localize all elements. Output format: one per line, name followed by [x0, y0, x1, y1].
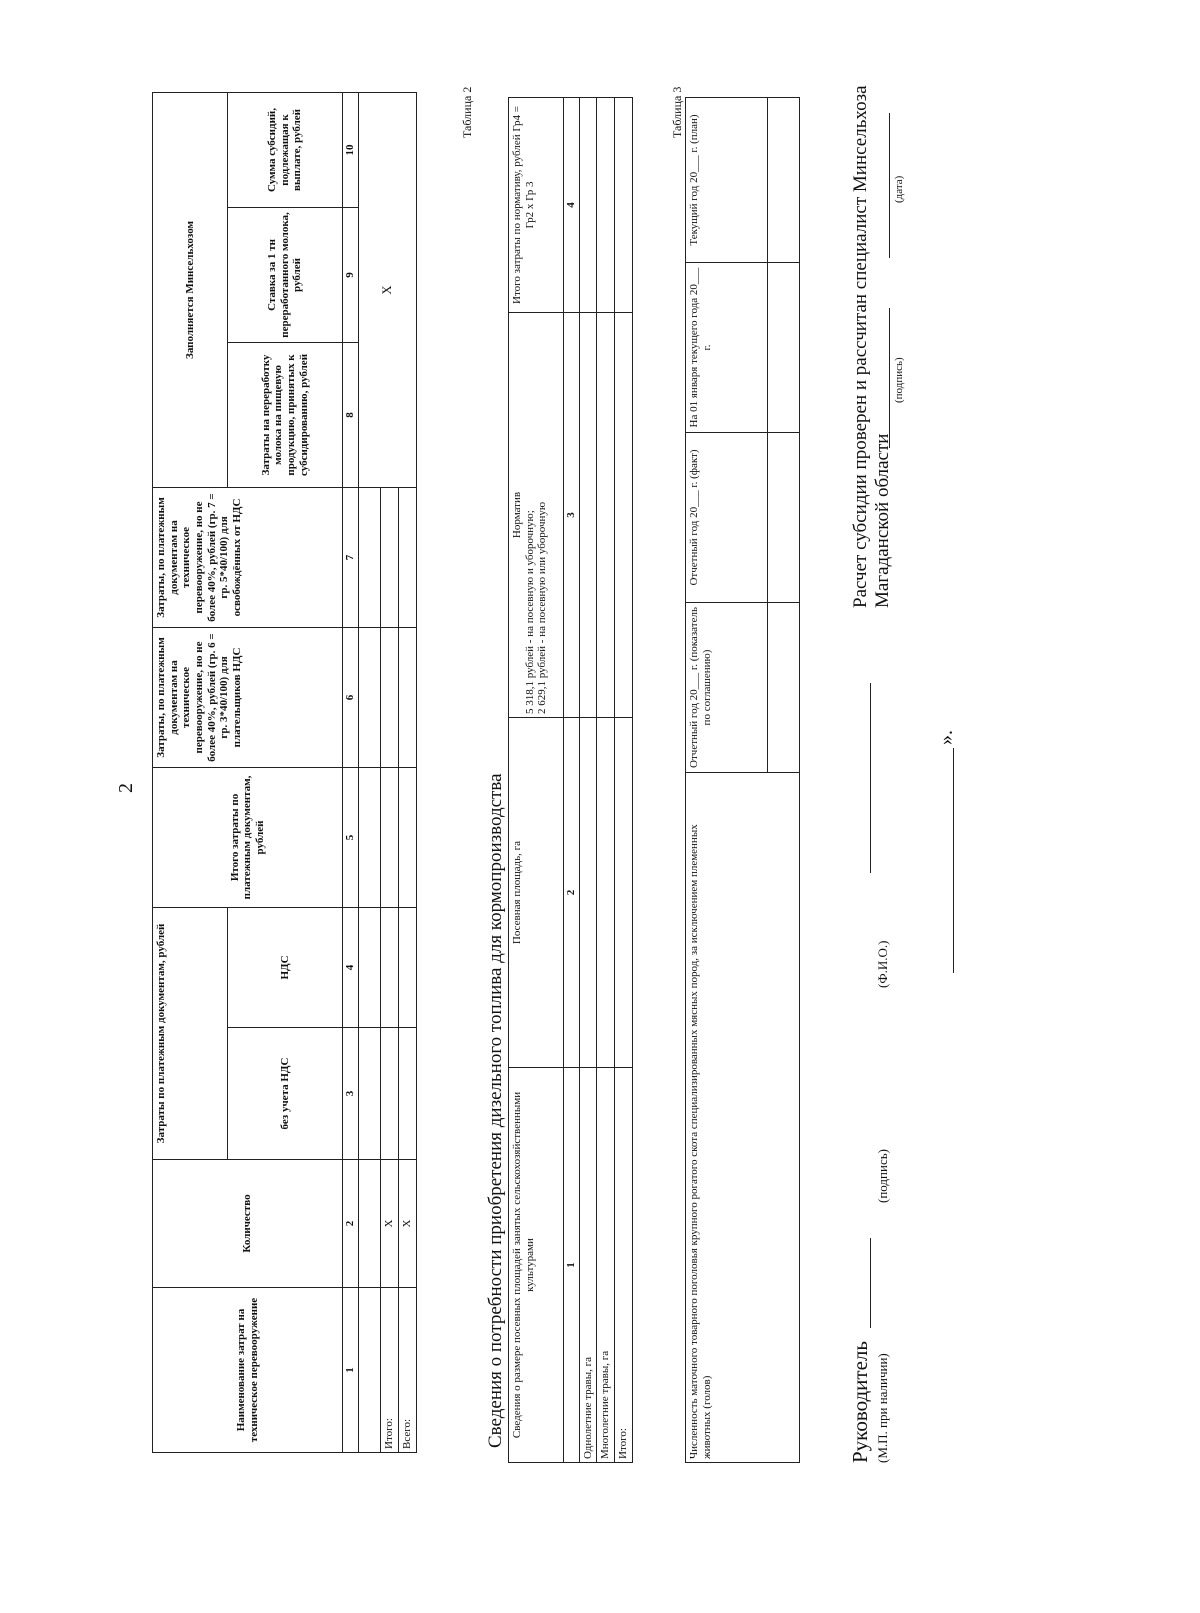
t2-header-total: Итого затраты по нормативу, рублей Гр4 = Гр2 х Гр 3 [509, 98, 564, 313]
table-cell [380, 487, 398, 627]
table-cell [768, 433, 800, 603]
t2-header-area-info: Сведения о размере посевных площадей занятых сельскохозяйственными культурами [509, 1068, 564, 1463]
header-col8: Затраты на переработку молока на пищевую продукцию, принятых к субсидированию, рублей [228, 342, 343, 487]
table-cell [380, 627, 398, 767]
col-number: 3 [343, 1028, 359, 1160]
col-number: 4 [564, 98, 580, 313]
checked-line1: Расчет субсидии проверен и рассчитан специалист Минсельхоза [850, 85, 871, 608]
head-label: Руководитель [848, 1341, 872, 1463]
table-cell [614, 313, 632, 718]
table-cell [358, 1028, 380, 1160]
row-vsego-label: Всего: [398, 1288, 416, 1453]
col-number: 4 [343, 907, 359, 1027]
t3-header-current-plan: Текущий год 20___ г. (план) [686, 98, 768, 263]
table-cell [579, 313, 597, 718]
t2-norm-title: Норматив [511, 491, 523, 539]
table-cell [768, 263, 800, 433]
header-payment-docs: Затраты по платежным документам, рублей [153, 907, 228, 1159]
checked-line2: Магаданской области [872, 433, 893, 608]
row-vsego-x: Х [398, 1160, 416, 1288]
table3-label: Таблица 3 [670, 86, 684, 138]
header-col7: Затраты, по платежным документам на техническое перевооружение, но не более 40%, рублей (гр. 7 = гр. 5*40/100) для освобождённых от НДС [153, 487, 343, 627]
table-cell [597, 718, 615, 1068]
t2-header-norm [509, 313, 564, 718]
table-cell [768, 98, 800, 263]
table-cell [597, 98, 615, 313]
sign-hint: (подпись) [875, 1149, 890, 1203]
header-col9: Ставка за 1 тн переработанного молока, рублей [228, 207, 343, 342]
col-number: 2 [564, 718, 580, 1068]
table-cell [380, 767, 398, 907]
fio-hint: (Ф.И.О.) [875, 940, 890, 988]
header-col10: Сумма субсидий, подлежащая к выплате, рублей [228, 92, 343, 207]
header-without-vat: без учета НДС [228, 1028, 343, 1160]
checked-date-line [888, 113, 890, 258]
t2-header-sown-area: Посевная площадь, га [509, 718, 564, 1068]
table-cell [358, 1288, 380, 1453]
t3-header-plan-agreement: Отчетный год 20___ г. (показатель по соглашению) [686, 603, 768, 773]
table2-label: Таблица 2 [460, 86, 474, 138]
t3-header-fact: Отчетный год 20___ г. (факт) [686, 433, 768, 603]
table-cell [358, 767, 380, 907]
subsidy-costs-table [152, 92, 417, 1453]
col-number: 8 [343, 342, 359, 487]
t2-norm-line1: 5 318,1 рублей - на посевную и уборочную; [523, 510, 536, 714]
col-number: 7 [343, 487, 359, 627]
table-cell [380, 907, 398, 1027]
table-cell [398, 767, 416, 907]
t3-header-jan1: На 01 января текущего года 20___ г. [686, 263, 768, 433]
col-number: 9 [343, 207, 359, 342]
t2-row-label: Однолетние травы, га [579, 1068, 597, 1463]
table-cell [358, 1160, 380, 1288]
row-itogo-label: Итого: [380, 1288, 398, 1453]
cattle-table [685, 97, 800, 1463]
table-cell [358, 907, 380, 1027]
t3-row-label: Численность маточного товарного поголовья крупного рогатого скота специализированных мясных пород, за исключением племенных животных (голов) [686, 773, 800, 1463]
date-hint: (дата) [893, 175, 905, 203]
table-cell [579, 718, 597, 1068]
table-cell [398, 487, 416, 627]
checked-sign-line [888, 308, 890, 448]
col-number: 10 [343, 92, 359, 207]
checked-sign-hint: (подпись) [893, 357, 905, 403]
stamp-hint: (М.П. при наличии) [875, 1353, 890, 1463]
table-cell [380, 1028, 398, 1160]
table2-title: Сведения о потребности приобретения дизельного топлива для кормопроизводства [485, 773, 506, 1448]
col-number: 3 [564, 313, 580, 718]
t2-row-label: Итого: [614, 1068, 632, 1463]
table-cell [398, 627, 416, 767]
t2-norm-line2: 2 629,1 рублей - на посевную или уборочную [536, 501, 549, 714]
minselhoz-x-cell: Х [358, 92, 416, 487]
header-col6: Затраты, по платежным документам на техническое перевооружение, но не более 40%, рублей (гр. 6 = гр. 3*40/100) для плательщиков НДС [153, 627, 343, 767]
row-itogo-x: Х [380, 1160, 398, 1288]
table-cell [398, 907, 416, 1027]
table-cell [398, 1028, 416, 1160]
table-cell [579, 98, 597, 313]
header-cost-name: Наименование затрат на техническое перевооружение [153, 1288, 343, 1453]
col-number: 6 [343, 627, 359, 767]
t2-row-label: Многолетние травы, га [597, 1068, 615, 1463]
head-fio-line [858, 683, 871, 873]
head-sign-line [858, 1238, 871, 1328]
table-cell [768, 603, 800, 773]
table-cell [358, 487, 380, 627]
page-number: 2 [115, 783, 137, 793]
table-cell [597, 313, 615, 718]
closing-blank-line [935, 748, 954, 973]
header-total-costs: Итого затраты по платежным документам, рублей [153, 767, 343, 907]
col-number: 1 [343, 1288, 359, 1453]
header-quantity: Количество [153, 1160, 343, 1288]
col-number: 2 [343, 1160, 359, 1288]
header-minselhoz: Заполняется Минсельхозом [153, 92, 228, 487]
table-cell [614, 718, 632, 1068]
col-number: 5 [343, 767, 359, 907]
table-cell [358, 627, 380, 767]
table-cell [614, 98, 632, 313]
header-vat: НДС [228, 907, 343, 1027]
col-number: 1 [564, 1068, 580, 1463]
closing-quote: ». [935, 730, 957, 745]
diesel-fuel-table [508, 97, 633, 1463]
